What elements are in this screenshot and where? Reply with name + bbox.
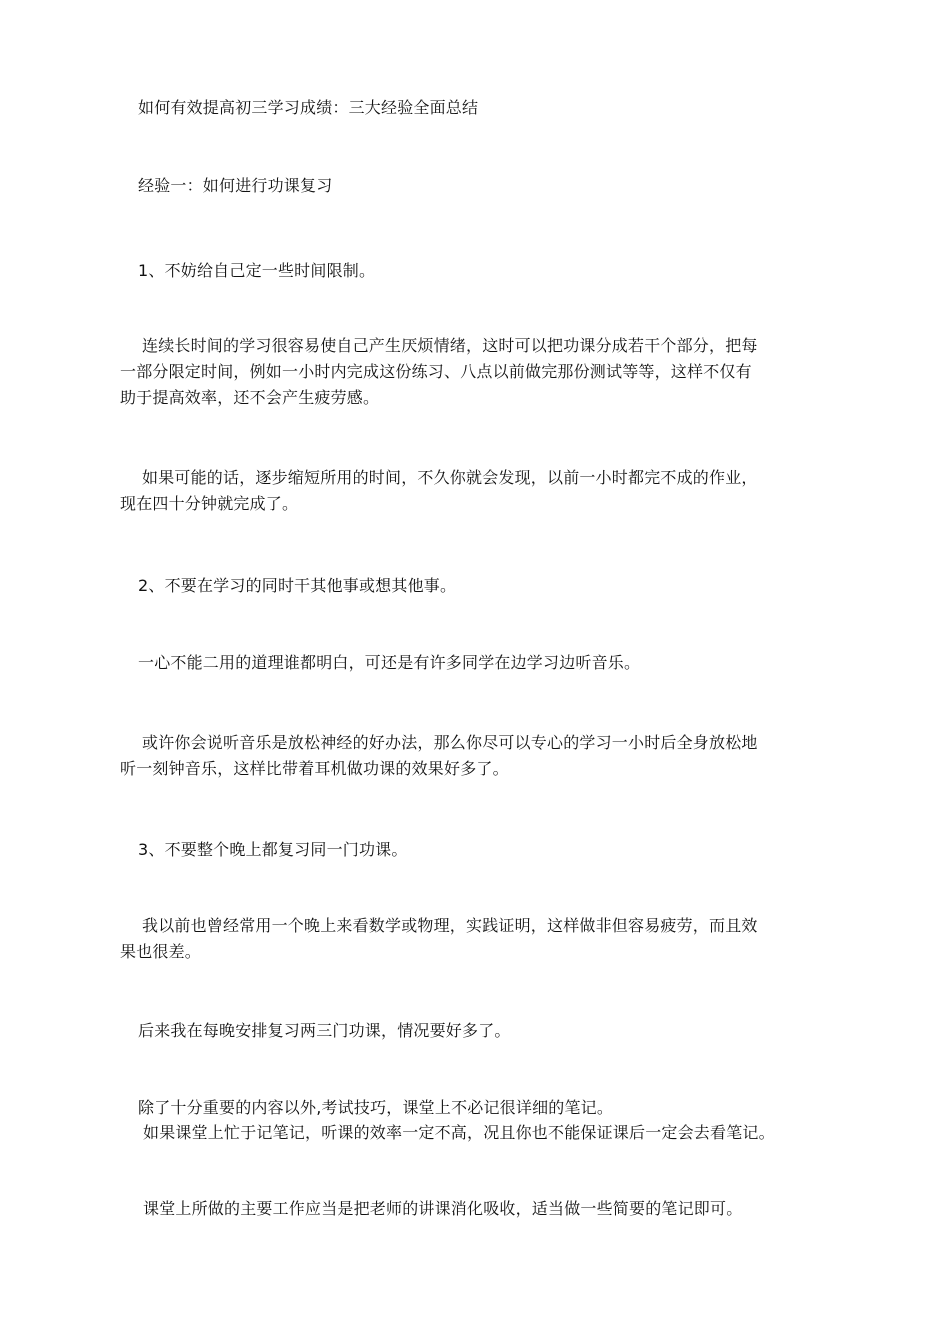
item-1-paragraph-1-line-2: 一部分限定时间，例如一小时内完成这份练习、八点以前做完那份测试等等，这样不仅有: [120, 362, 752, 381]
item-3-heading: 3、不要整个晚上都复习同一门功课。: [138, 840, 408, 859]
item-3-paragraph-4: 课堂上所做的主要工作应当是把老师的讲课消化吸收，适当做一些简要的笔记即可。: [143, 1199, 743, 1218]
item-2-paragraph-2-line-2: 听一刻钟音乐，这样比带着耳机做功课的效果好多了。: [120, 759, 509, 778]
item-1-paragraph-2-line-2: 现在四十分钟就完成了。: [120, 494, 299, 513]
document-title: 如何有效提高初三学习成绩：三大经验全面总结: [138, 98, 479, 117]
item-1-paragraph-2-line-1: 如果可能的话，逐步缩短所用的时间，不久你就会发现，以前一小时都完不成的作业，: [142, 468, 758, 487]
item-1-heading: 1、不妨给自己定一些时间限制。: [138, 261, 376, 280]
item-3-paragraph-1-line-2: 果也很差。: [120, 942, 202, 961]
item-3-paragraph-1-line-1: 我以前也曾经常用一个晚上来看数学或物理，实践证明，这样做非但容易疲劳，而且效: [142, 916, 758, 935]
item-2-paragraph-1: 一心不能二用的道理谁都明白，可还是有许多同学在边学习边听音乐。: [138, 653, 641, 672]
item-2-heading: 2、不要在学习的同时干其他事或想其他事。: [138, 576, 457, 595]
item-2-paragraph-2-line-1: 或许你会说听音乐是放松神经的好办法，那么你尽可以专心的学习一小时后全身放松地: [142, 733, 758, 752]
section-heading: 经验一：如何进行功课复习: [138, 176, 333, 195]
item-1-paragraph-1-line-1: 连续长时间的学习很容易使自己产生厌烦情绪，这时可以把功课分成若干个部分，把每: [142, 336, 758, 355]
item-3-paragraph-3-line-2: 如果课堂上忙于记笔记，听课的效率一定不高，况且你也不能保证课后一定会去看笔记。: [143, 1123, 775, 1142]
item-1-paragraph-1-line-3: 助于提高效率，还不会产生疲劳感。: [120, 388, 380, 407]
item-3-paragraph-2: 后来我在每晚安排复习两三门功课，情况要好多了。: [138, 1021, 511, 1040]
item-3-paragraph-3-line-1: 除了十分重要的内容以外,考试技巧，课堂上不必记很详细的笔记。: [138, 1098, 614, 1117]
